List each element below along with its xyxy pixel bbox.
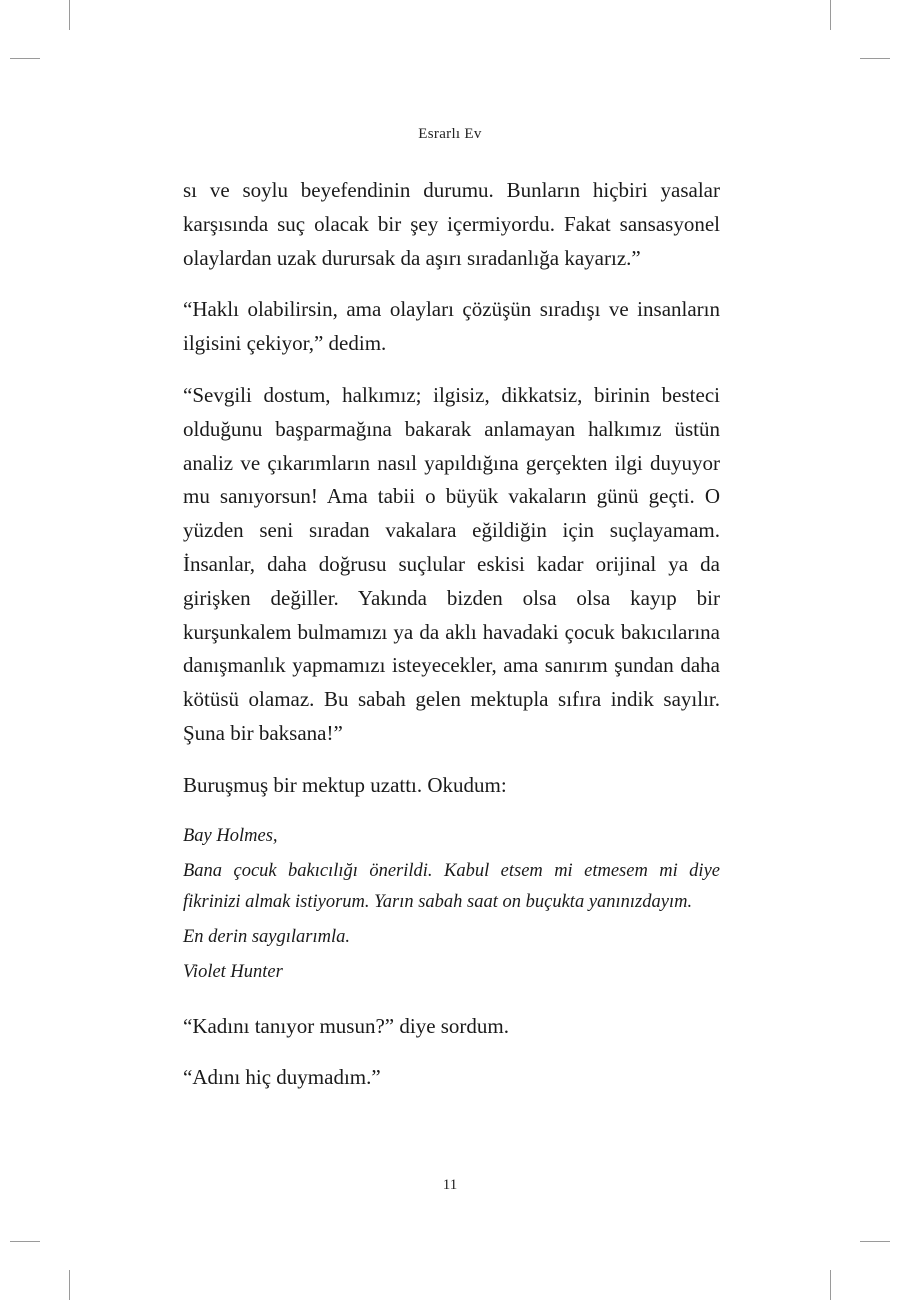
crop-mark-top-left-horizontal bbox=[10, 58, 40, 59]
page-body bbox=[183, 174, 720, 1113]
running-title: Esrarlı Ev bbox=[418, 126, 482, 142]
letter-closing: En derin saygılarımla. bbox=[183, 926, 351, 947]
letter-signature: Violet Hunter bbox=[183, 961, 283, 982]
quoted-letter bbox=[183, 821, 720, 988]
letter-salutation: Bay Holmes, bbox=[183, 825, 278, 846]
paragraph-6: “Adını hiç duymadım.” bbox=[183, 1065, 381, 1090]
crop-mark-top-left-vertical bbox=[69, 0, 70, 30]
paragraph-4: Buruşmuş bir mektup uzattı. Okudum: bbox=[183, 772, 507, 797]
crop-mark-bottom-right-horizontal bbox=[860, 1241, 890, 1242]
crop-mark-top-right-vertical bbox=[830, 0, 831, 30]
crop-mark-bottom-left-horizontal bbox=[10, 1241, 40, 1242]
paragraph-5: “Kadını tanıyor musun?” diye sordum. bbox=[183, 1013, 510, 1038]
crop-mark-bottom-right-vertical bbox=[830, 1270, 831, 1300]
paragraph-3: “Sevgili dostum, halkımız; ilgisiz, dikkatsiz, birinin besteci olduğunu başparmağına bakarak anlamayan halkımız üstün analiz ve çıkarımların nasıl yapıldığına gerçekten ilgi duyuyor mu sanıyorsun! Ama tabii o büyük vakaların günü geçti. O yüzden seni sıradan vakalara eğildiğin için suçlayamam. İnsanlar, daha doğrusu suçlular eskisi kadar orijinal ya da girişken değiller. Yakında bizden olsa olsa kayıp bir kurşunkalem bulmamızı ya da aklı havadaki çocuk bakıcılarına danışmanlık yapmamızı isteyecekler, ama sanırım şundan daha kötüsü olamaz. Bu sabah gelen mektupla sıfıra indik sayılır. Şuna bir baksana!” bbox=[183, 382, 720, 745]
page-number: 11 bbox=[442, 1177, 458, 1193]
letter-body: Bana çocuk bakıcılığı önerildi. Kabul etsem mi etmesem mi diye fikrinizi almak istiyorum. Yarın sabah saat on buçukta yanınızdayım. bbox=[183, 860, 720, 912]
crop-mark-bottom-left-vertical bbox=[69, 1270, 70, 1300]
paragraph-2: “Haklı olabilirsin, ama olayları çözüşün sıradışı ve insanların ilgisini çekiyor,” dedim. bbox=[183, 297, 720, 356]
paragraph-1: sı ve soylu beyefendinin durumu. Bunların hiçbiri yasalar karşısında suç olacak bir şey içermiyordu. Fakat sansasyonel olaylardan uzak durursak da aşırı sıradanlığa kayarız.” bbox=[183, 178, 720, 270]
crop-mark-top-right-horizontal bbox=[860, 58, 890, 59]
